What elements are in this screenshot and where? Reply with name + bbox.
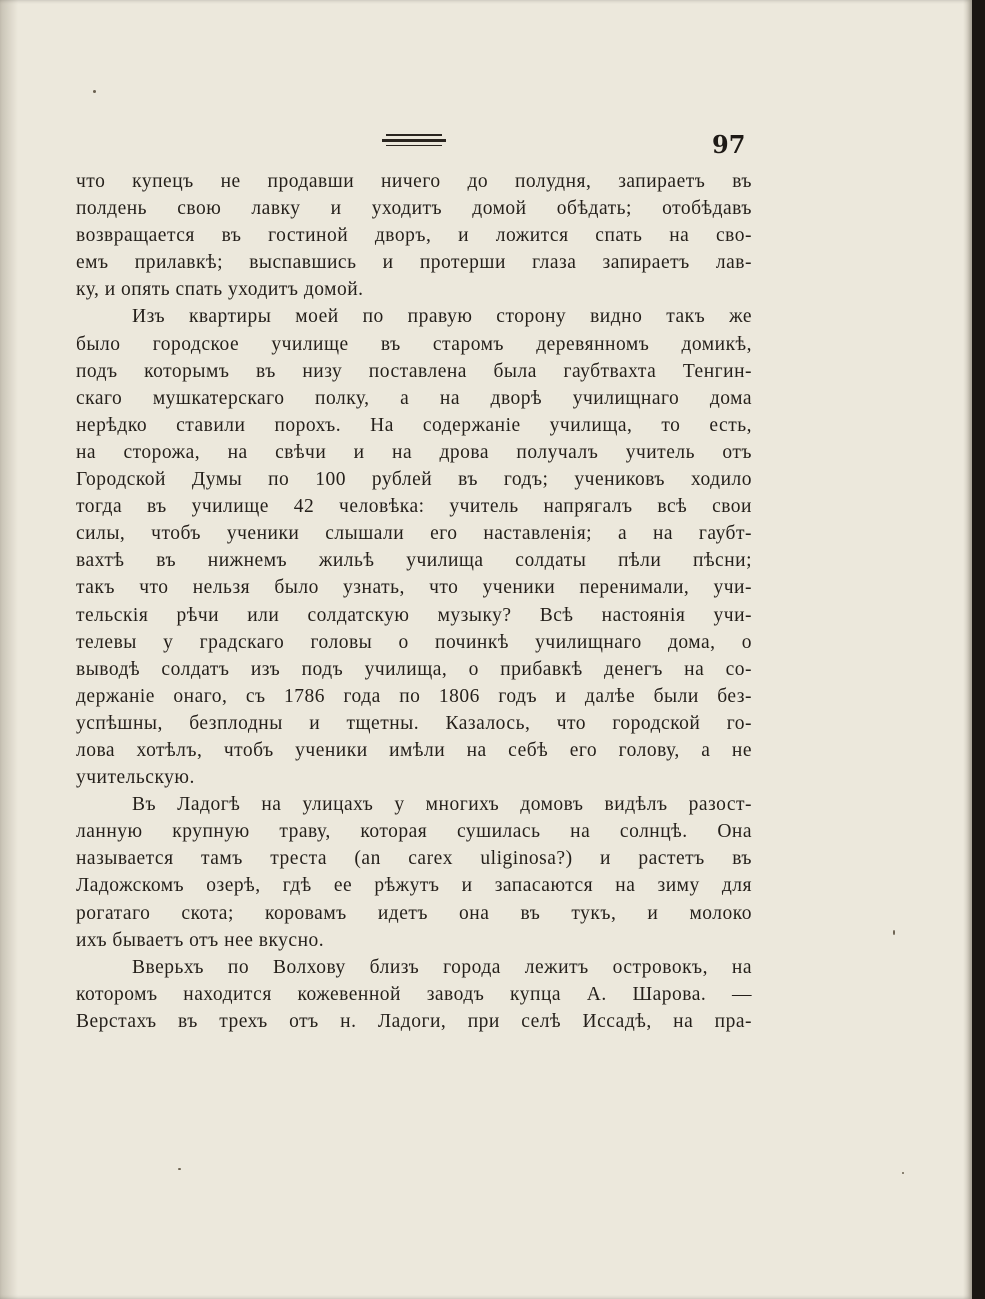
text-line: Городской Думы по 100 рублей въ годъ; учениковъ ходило [76,469,752,491]
text-line: силы, чтобъ ученики слышали его наставленія; а на гаубт- [76,523,752,545]
text-line: держаніе онаго, съ 1786 года по 1806 годъ и далѣе были без- [76,685,752,707]
paragraph-4 [76,954,752,1035]
header-ornament-rule [382,134,446,146]
page-number: 97 [712,130,746,159]
text-line: возвращается въ гостиной дворъ, и ложится спать на сво- [76,225,752,247]
text-line: скаго мушкатерскаго полку, а на дворѣ училищнаго дома [76,387,752,409]
text-line: ихъ бываетъ отъ нее вкусно. [76,929,325,951]
text-line: Изъ квартиры моей по правую сторону видно такъ же [132,306,752,328]
text-line: на сторожа, на свѣчи и на дрова получалъ учитель отъ [76,441,752,463]
page-edge [963,0,972,1299]
body-text [76,168,752,1035]
paragraph-3 [76,791,752,954]
text-line: которомъ находится кожевенной заводъ купца А. Шарова. — [76,983,752,1005]
text-line: Ладожскомъ озерѣ, гдѣ ее рѣжутъ и запасаются на зиму для [76,875,752,897]
text-line: нерѣдко ставили порохъ. На содержаніе училища, то есть, [76,414,752,436]
text-line: вахтѣ въ нижнемъ жильѣ училища солдаты пѣли пѣсни; [76,550,752,572]
text-line: ланную крупную траву, которая сушилась на солнцѣ. Она [76,821,752,843]
text-line: подъ которымъ въ низу поставлена была гаубтвахта Тенгин- [76,360,752,382]
paragraph-2 [76,303,752,791]
text-line: полдень свою лавку и уходитъ домой обѣдать; отобѣдавъ [76,198,752,220]
paragraph-1 [76,168,752,303]
text-line: ку, и опять спать уходитъ домой. [76,279,364,301]
spine-shadow [0,0,18,1299]
text-line: было городское училище въ старомъ деревянномъ домикѣ, [76,333,752,355]
text-line: что купецъ не продавши ничего до полудня, запираетъ въ [76,171,752,192]
text-line: успѣшны, безплодны и тщетны. Казалось, что городской го- [76,712,752,734]
text-line: тельскія рѣчи или солдатскую музыку? Всѣ настоянія учи- [76,604,752,626]
text-line: тогда въ училище 42 человѣка: учитель напрягалъ всѣ свои [76,496,752,518]
text-line: Вверьхъ по Волхову близъ города лежитъ островокъ, на [132,956,752,978]
text-line: емъ прилавкѣ; выспавшись и протерши глаза запираетъ лав- [76,252,752,274]
text-line: выводѣ солдатъ изъ подъ училища, о прибавкѣ денегъ на со- [76,658,752,680]
text-line: Верстахъ въ трехъ отъ н. Ладоги, при селѣ Иссадѣ, на пра- [76,1010,752,1032]
text-line: лова хотѣлъ, чтобъ ученики имѣли на себѣ его голову, а не [76,739,752,761]
text-line: такъ что нельзя было узнать, что ученики перенимали, учи- [76,577,752,599]
text-line: рогатаго скота; коровамъ идетъ она въ тукъ, и молоко [76,902,752,924]
text-line: телевы у градскаго головы о починкѣ училищнаго дома, о [76,631,752,653]
text-line: учительскую. [76,767,195,789]
text-line: называется тамъ треста (an carex uliginosa?) и растетъ въ [76,848,752,870]
text-line: Въ Ладогѣ на улицахъ у многихъ домовъ видѣлъ разост- [132,794,752,816]
